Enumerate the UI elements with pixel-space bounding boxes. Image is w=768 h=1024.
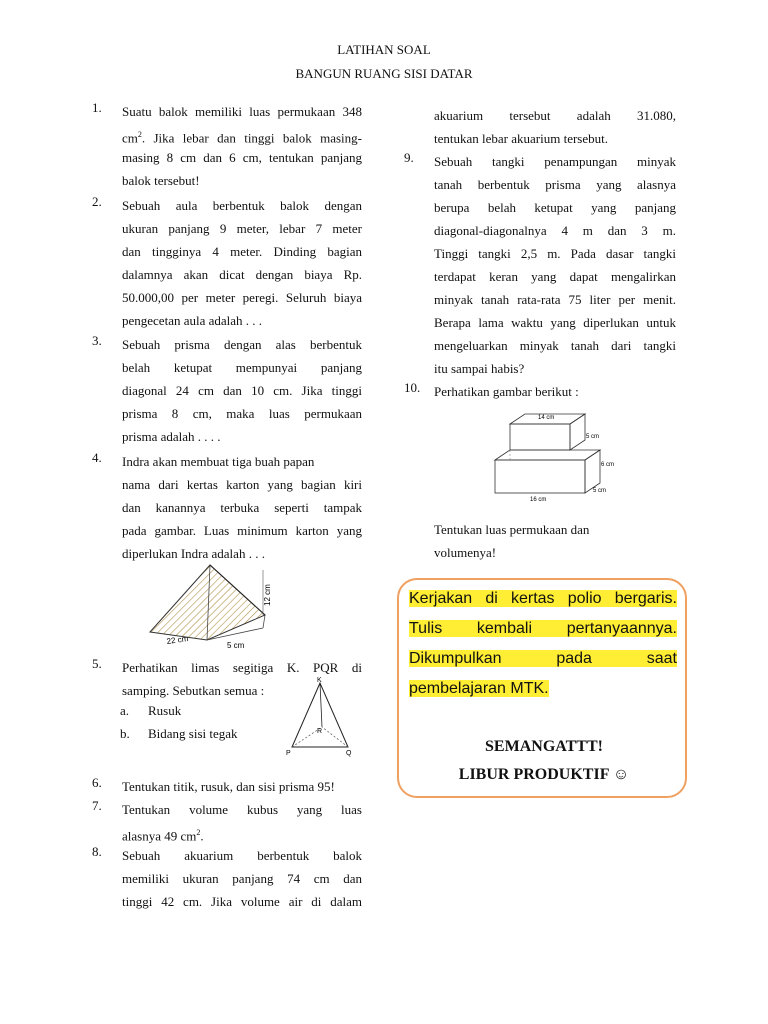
subitem-marker: a. [120,703,130,718]
question-text: Tentukan volume kubus yang luas alasnya 49 $cm^2$. [122,802,362,844]
question-number: 2. [92,194,102,209]
vertex-label: P [286,750,291,757]
question-number: 4. [92,450,102,465]
question-text: Tentukan titik, rusuk, dan sisi prisma 95! [122,779,335,794]
top-box-side-face [570,414,585,450]
question-text: Sebuah aula berbentuk balok dengan ukuran panjang 9 meter, lebar 7 meter dan tingginya 4 meter. Dinding bagian dalamnya akan dicat dengan biaya Rp. 50.000,00 per meter peregi. Seluruh biaya pengecetan aula adalah . . . [122,198,362,328]
vertex-label: R [317,728,323,735]
bottom-box-front-face [495,460,585,493]
notice-line: Kerjakan di kertas polio bergaris. [409,590,677,607]
notice-line: Tulis kembali pertanyaannya. [409,620,677,637]
notice-box [397,578,687,798]
question-text: Sebuah tangki penampungan minyak tanah berbentuk prisma yang alasnya berupa belah ketupat yang panjang diagonal-diagonalnya 4 m dan 3 m. Tinggi tangki 2,5 m. Pada dasar tangki terdapat keran yang dapat mengalirkan minyak tanah rata-rata 75 liter per menit. Berapa lama waktu yang diperlukan untuk mengeluarkan minyak tanah dari tangki itu sampai habis? [434,154,676,376]
top-box-front-face [510,424,570,450]
prism-edge [263,615,265,628]
subitem-text: Rusuk [148,703,182,718]
closing-line: SEMANGATTT! [485,738,603,755]
width-label: 5 cm [227,641,245,650]
triangular-prism-figure [145,560,285,650]
bottom-height-label: 6 cm [601,462,615,468]
bottom-width-label: 5 cm [593,488,607,494]
stacked-boxes-figure [480,410,620,505]
question-number: 7. [92,798,102,813]
question-number: 5. [92,656,102,671]
length-label: 22 cm [166,634,189,646]
pyramid-figure [282,675,362,760]
vertex-label: Q [346,750,352,757]
question-text: Suatu balok memiliki luas permukaan 348 $cm^2$. Jika lebar dan tinggi balok masing- masing 8 cm dan 6 cm, tentukan panjang balok tersebut! [122,104,362,188]
notice-line: Dikumpulkan pada saat [409,650,677,667]
question-number: 10. [404,380,421,395]
page-title: LATIHAN SOAL [337,42,431,57]
page-subtitle: BANGUN RUANG SISI DATAR [295,66,473,81]
top-length-label: 14 cm [538,415,555,421]
question-text: Perhatikan limas segitiga K. PQR di samping. Sebutkan semua : [122,660,362,698]
height-label: 12 cm [263,584,272,606]
bottom-box-side-face [585,450,600,493]
question-number: 1. [92,100,102,115]
bottom-length-label: 16 cm [530,497,547,503]
bottom-box-top-face [495,450,600,460]
question-text: akuarium tersebut adalah 31.080, tentukan lebar akuarium tersebut. [434,108,676,146]
question-text: Tentukan luas permukaan dan volumenya! [434,522,590,560]
question-number: 8. [92,844,102,859]
subitem-text: Bidang sisi tegak [148,726,238,741]
question-number: 9. [404,150,414,165]
pyramid-edge [320,683,322,727]
pyramid-outline [292,683,348,747]
question-number: 3. [92,333,102,348]
question-text: Perhatikan gambar berikut : [434,384,579,399]
question-number: 6. [92,775,102,790]
question-text: Indra akan membuat tiga buah papan nama dari kertas karton yang bagian kiri dan kanannya terbuka seperti tampak pada gambar. Luas minimum karton yang diperlukan Indra adalah . . . [122,454,362,561]
subitem-marker: b. [120,726,130,741]
question-text: Sebuah prisma dengan alas berbentuk belah ketupat mempunyai panjang diagonal 24 cm dan 10 cm. Jika tinggi prisma 8 cm, maka luas permukaan prisma adalah . . . . [122,337,362,444]
notice-line: pembelajaran MTK. [409,680,549,697]
top-width-label: 5 cm [586,434,600,440]
vertex-label: K [317,677,322,684]
closing-line: LIBUR PRODUKTIF ☺ [458,766,630,783]
question-text: Sebuah akuarium berbentuk balok memiliki ukuran panjang 74 cm dan tinggi 42 cm. Jika volume air di dalam [122,848,362,909]
